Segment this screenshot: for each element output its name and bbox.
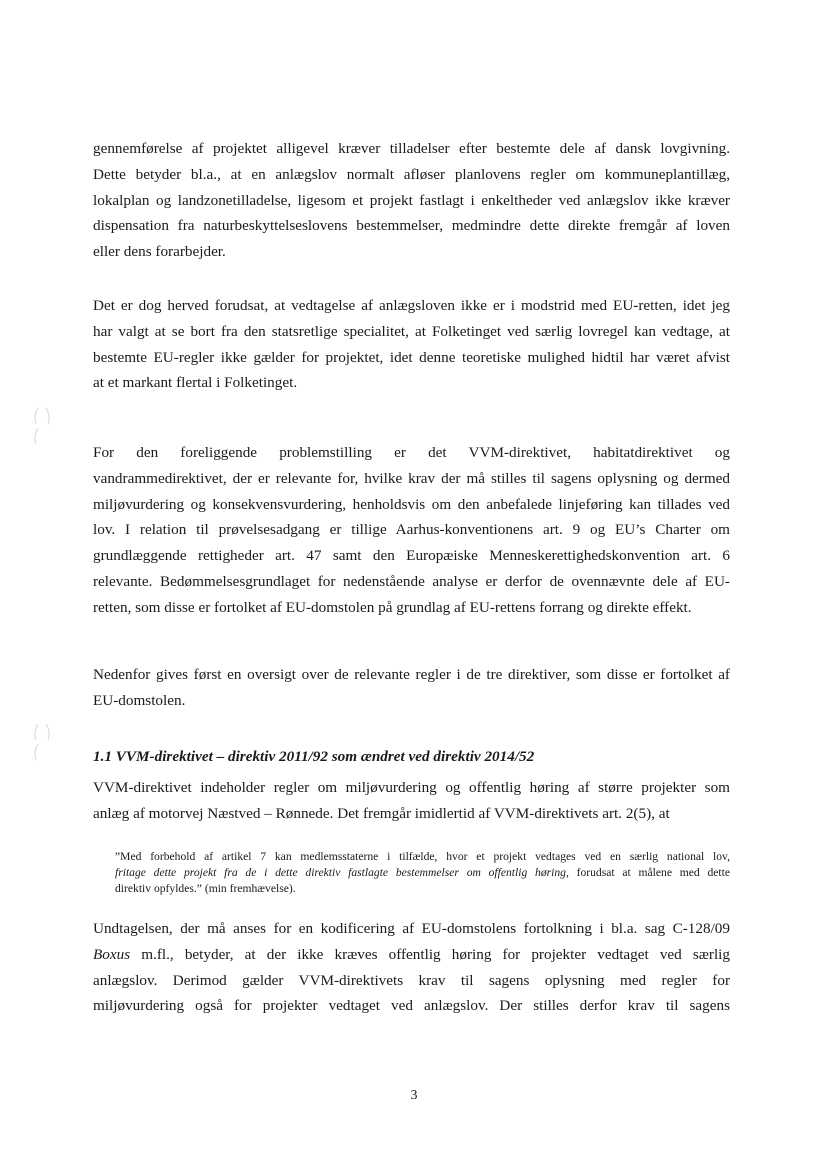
- paragraph-6: [93, 916, 730, 1019]
- block-quote: [115, 849, 730, 898]
- text-line: bestemte EU-regler ikke gælder for projektet, idet denne teoretiske mulighed hidtil har været afvist: [93, 348, 730, 366]
- text-line: Nedenfor gives først en oversigt over de relevante regler i de tre direktiver, som disse er fortolket af: [93, 666, 730, 683]
- hole-punch-mark: [30, 406, 52, 446]
- paragraph-5: [93, 775, 730, 827]
- text-line: anlæg af motorvej Næstved – Rønnede. Det fremgår imidlertid af VVM-direktivets art. 2(5), at: [93, 804, 670, 822]
- section-heading: 1.1 VVM-direktivet – direktiv 2011/92 som ændret ved direktiv 2014/52: [93, 748, 535, 765]
- paragraph-3: [93, 440, 730, 621]
- hole-punch-mark: [30, 722, 52, 762]
- quote-line: direktiv opfyldes.” (min fremhævelse).: [115, 882, 296, 896]
- text-line: For den foreliggende problemstilling er det VVM-direktivet, habitatdirektivet og: [93, 444, 730, 461]
- text-line: retten, som disse er fortolket af EU-domstolen på grundlag af EU-rettens forrang og direkte effekt.: [93, 598, 692, 616]
- quote-emphasis: fritage dette projekt fra de i dette direktiv fastlagte bestemmelser om offentlig høring,: [115, 866, 569, 880]
- text-line: EU-domstolen.: [93, 691, 186, 709]
- paragraph-1: [93, 136, 730, 265]
- text-line: [93, 942, 730, 968]
- text-line: lov. I relation til prøvelsesadgang er tillige Aarhus-konventionens art. 9 og EU’s Charter om: [93, 521, 730, 539]
- text-line: miljøvurdering og konsekvensvurdering, henholdsvis om den anbefalede linjeføring kan tillades ved: [93, 495, 730, 513]
- text-line: at et markant flertal i Folketinget.: [93, 374, 298, 392]
- text-line: Det er dog herved forudsat, at vedtagelse af anlægsloven ikke er i modstrid med EU-retten, idet jeg: [93, 297, 730, 314]
- paragraph-4: [93, 662, 730, 714]
- page-number: 3: [410, 1088, 418, 1103]
- text-line: grundlæggende rettigheder art. 47 samt den Europæiske Menneskerettighedskonvention art. 6: [93, 547, 730, 565]
- text-line: VVM-direktivet indeholder regler om miljøvurdering og offentlig høring af større projekter som: [93, 779, 730, 796]
- text-line: anlægslov. Derimod gælder VVM-direktivets krav til sagens oplysning med regler for: [93, 971, 730, 989]
- text-line: Dette betyder bl.a., at en anlægslov normalt afløser planlovens regler om kommuneplantillæg,: [93, 165, 730, 183]
- text-line: dispensation fra naturbeskyttelseslovens bestemmelser, medmindre dette direkte fremgår af loven: [93, 217, 730, 235]
- quote-line: [115, 865, 730, 881]
- text-line: eller dens forarbejder.: [93, 243, 226, 261]
- text-line: vandrammedirektivet, der er relevante for, hvilke krav der må stilles til sagens oplysning og dermed: [93, 469, 730, 487]
- case-name: Boxus: [93, 945, 131, 963]
- text-line: relevante. Bedømmelsesgrundlaget for nedenstående analyse er derfor de ovennævnte dele af EU-: [93, 572, 730, 590]
- text-line: miljøvurdering også for projekter vedtaget ved anlægslov. Der stilles derfor krav til sagens: [93, 997, 730, 1015]
- text-line: Undtagelsen, der må anses for en kodificering af EU-domstolens fortolkning i bl.a. sag C-128/09: [93, 920, 730, 937]
- paragraph-2: [93, 293, 730, 396]
- quote-line-rest: forudsat at målene med dette: [568, 866, 730, 880]
- quote-line: ”Med forbehold af artikel 7 kan medlemsstaterne i tilfælde, hvor et projekt vedtages ved en særlig national lov,: [115, 850, 730, 863]
- text-line: har valgt at se bort fra den statsretlige specialitet, at Folketinget ved særlig lovregel kan vedtage, at: [93, 322, 730, 340]
- text-line: gennemførelse af projektet alligevel kræver tilladelser efter bestemte dele af dansk lovgivning.: [93, 140, 730, 157]
- text-line: lokalplan og landzonetilladelse, ligesom et projekt fastlagt i enkeltheder ved anlægslov ikke kræver: [93, 191, 730, 209]
- text-line-rest: m.fl., betyder, at der ikke kræves offentlig høring for projekter vedtaget ved særlig: [141, 945, 730, 963]
